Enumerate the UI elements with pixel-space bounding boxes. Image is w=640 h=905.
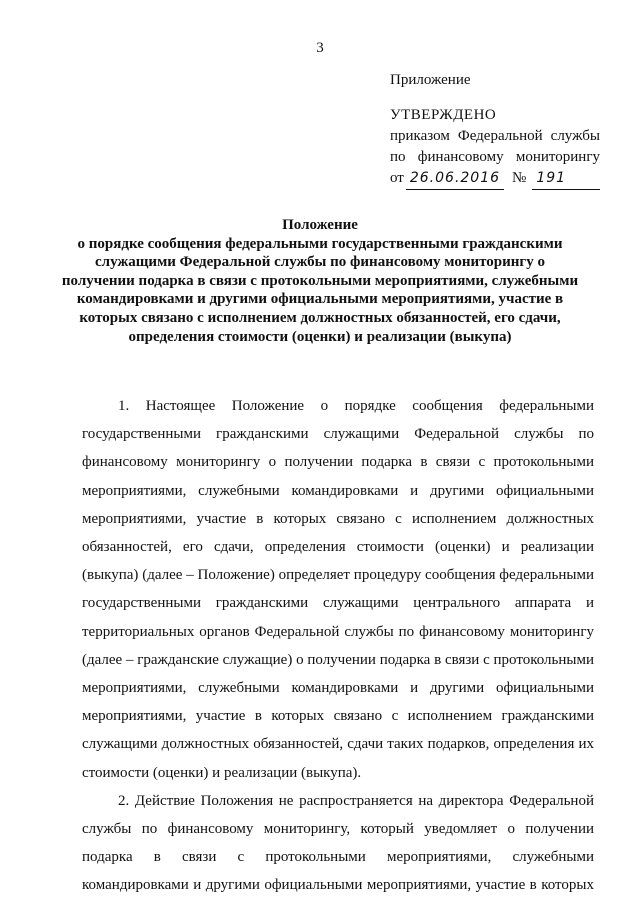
document-body <box>82 392 594 900</box>
approved-label: УТВЕРЖДЕНО <box>390 107 497 123</box>
date-prefix: от <box>390 170 404 186</box>
paragraph-1: 1. Настоящее Положение о порядке сообщения федеральными государственными гражданскими служащими Федеральной службы по финансовому мониторингу о получении подарка в связи с протокольными мероприятиями, служебными командировками и другими официальными мероприятиями, участие в которых связано с исполнением должностных обязанностей, его сдачи, определения стоимости (оценки) и реализации (выкупа) (далее – Положение) определяет процедуру сообщения федеральными государственными гражданскими служащими центрального аппарата и территориальных органов Федеральной службы по финансовому мониторингу (далее – гражданские служащие) о получении подарка в связи с протокольными мероприятиями, служебными командировками и другими официальными мероприятиями, участие в которых связано с исполнением гражданскими служащими должностных обязанностей, сдачи таких подарков, определения их стоимости (оценки) и реализации (выкупа). <box>82 398 594 781</box>
order-date-line <box>390 168 600 190</box>
order-line-1: приказом Федеральной службы <box>390 128 600 144</box>
document-title <box>60 216 580 346</box>
handwritten-date: 26.06.2016 <box>406 168 504 190</box>
number-sign: № <box>512 170 527 186</box>
title-subtitle: о порядке сообщения федеральными государственными гражданскими служащими Федеральной службы по финансовому мониторингу о получении подарка в связи с протокольными мероприятиями, служебными командировками и другими официальными мероприятиями, участие в которых связано с исполнением должностных обязанностей, его сдачи, определения стоимости (оценки) и реализации (выкупа) <box>61 235 579 345</box>
paragraph-2: 2. Действие Положения не распространяется на директора Федеральной службы по финансовому мониторингу, который уведомляет о получении подарка в связи с протокольными мероприятиями, служебными командировками и другими официальными мероприятиями, участие в которых <box>82 792 594 894</box>
order-line-2: по финансовому мониторингу <box>390 149 600 165</box>
title-heading: Положение <box>282 217 358 233</box>
approval-block <box>390 70 600 190</box>
page-number: 3 <box>316 40 324 56</box>
handwritten-number: 191 <box>532 168 600 190</box>
appendix-label: Приложение <box>390 72 471 88</box>
